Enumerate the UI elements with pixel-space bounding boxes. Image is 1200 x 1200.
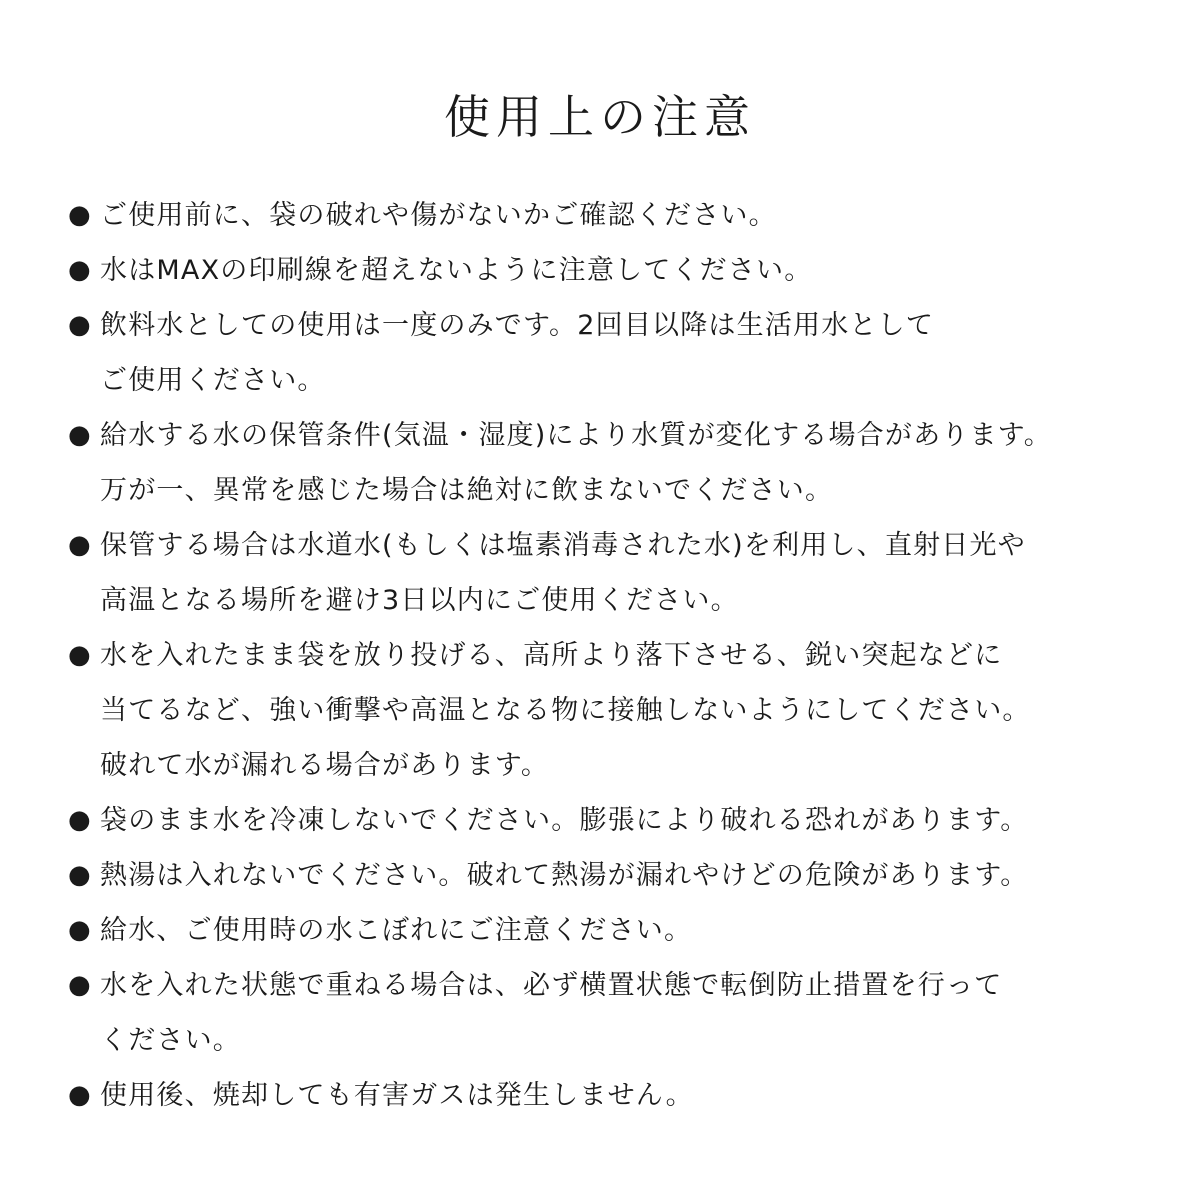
note-line: 万が一、異常を感じた場合は絶対に飲まないでください。 [100,475,834,506]
bullet-icon: ● [68,420,91,450]
note-item [68,848,1168,903]
note-line: 水を入れた状態で重ねる場合は、必ず横置状態で転倒防止措置を行って [100,970,1003,1001]
note-text [100,958,1168,1068]
note-line: 保管する場合は水道水(もしくは塩素消毒された水)を利用し、直射日光や [100,530,1026,561]
note-item [68,243,1168,298]
note-item [68,1068,1168,1123]
note-line: 袋のまま水を冷凍しないでください。膨張により破れる恐れがあります。 [100,805,1029,836]
note-item [68,298,1168,408]
note-text [100,1068,1168,1123]
bullet-icon: ● [68,200,91,230]
note-text [100,408,1168,518]
note-line: 給水する水の保管条件(気温・湿度)により水質が変化する場合があります。 [100,420,1052,451]
note-line: 使用後、焼却しても有害ガスは発生しません。 [100,1080,694,1111]
page-title: 使用上の注意 [444,90,756,144]
note-line: 高温となる場所を避け3日以内にご使用ください。 [100,585,739,616]
note-text [100,848,1168,903]
note-text [100,518,1168,628]
note-text [100,793,1168,848]
note-text [100,298,1168,408]
note-line: 破れて水が漏れる場合があります。 [100,750,550,781]
note-item [68,958,1168,1068]
note-line: 水を入れたまま袋を放り投げる、高所より落下させる、鋭い突起などに [100,640,1003,671]
notes-list [68,188,1168,1123]
note-line: ください。 [100,1025,241,1056]
note-item [68,408,1168,518]
bullet-icon: ● [68,860,91,890]
note-text [100,903,1168,958]
note-line: 熱湯は入れないでください。破れて熱湯が漏れやけどの危険があります。 [100,860,1029,891]
note-line: ご使用前に、袋の破れや傷がないかご確認ください。 [100,200,777,231]
bullet-icon: ● [68,310,91,340]
note-line: 飲料水としての使用は一度のみです。2回目以降は生活用水として [100,310,935,341]
bullet-icon: ● [68,970,91,1000]
note-item [68,518,1168,628]
note-text [100,243,1168,298]
note-line: 当てるなど、強い衝撃や高温となる物に接触しないようにしてください。 [100,695,1031,726]
note-line: 水はMAXの印刷線を超えないように注意してください。 [100,255,813,286]
note-text [100,628,1168,793]
bullet-icon: ● [68,1080,91,1110]
note-line: ご使用ください。 [100,365,326,396]
note-text [100,188,1168,243]
note-item [68,903,1168,958]
note-item [68,188,1168,243]
bullet-icon: ● [68,915,91,945]
bullet-icon: ● [68,640,91,670]
note-item [68,628,1168,793]
bullet-icon: ● [68,530,91,560]
bullet-icon: ● [68,805,91,835]
note-line: 給水、ご使用時の水こぼれにご注意ください。 [100,915,693,946]
bullet-icon: ● [68,255,91,285]
note-item [68,793,1168,848]
